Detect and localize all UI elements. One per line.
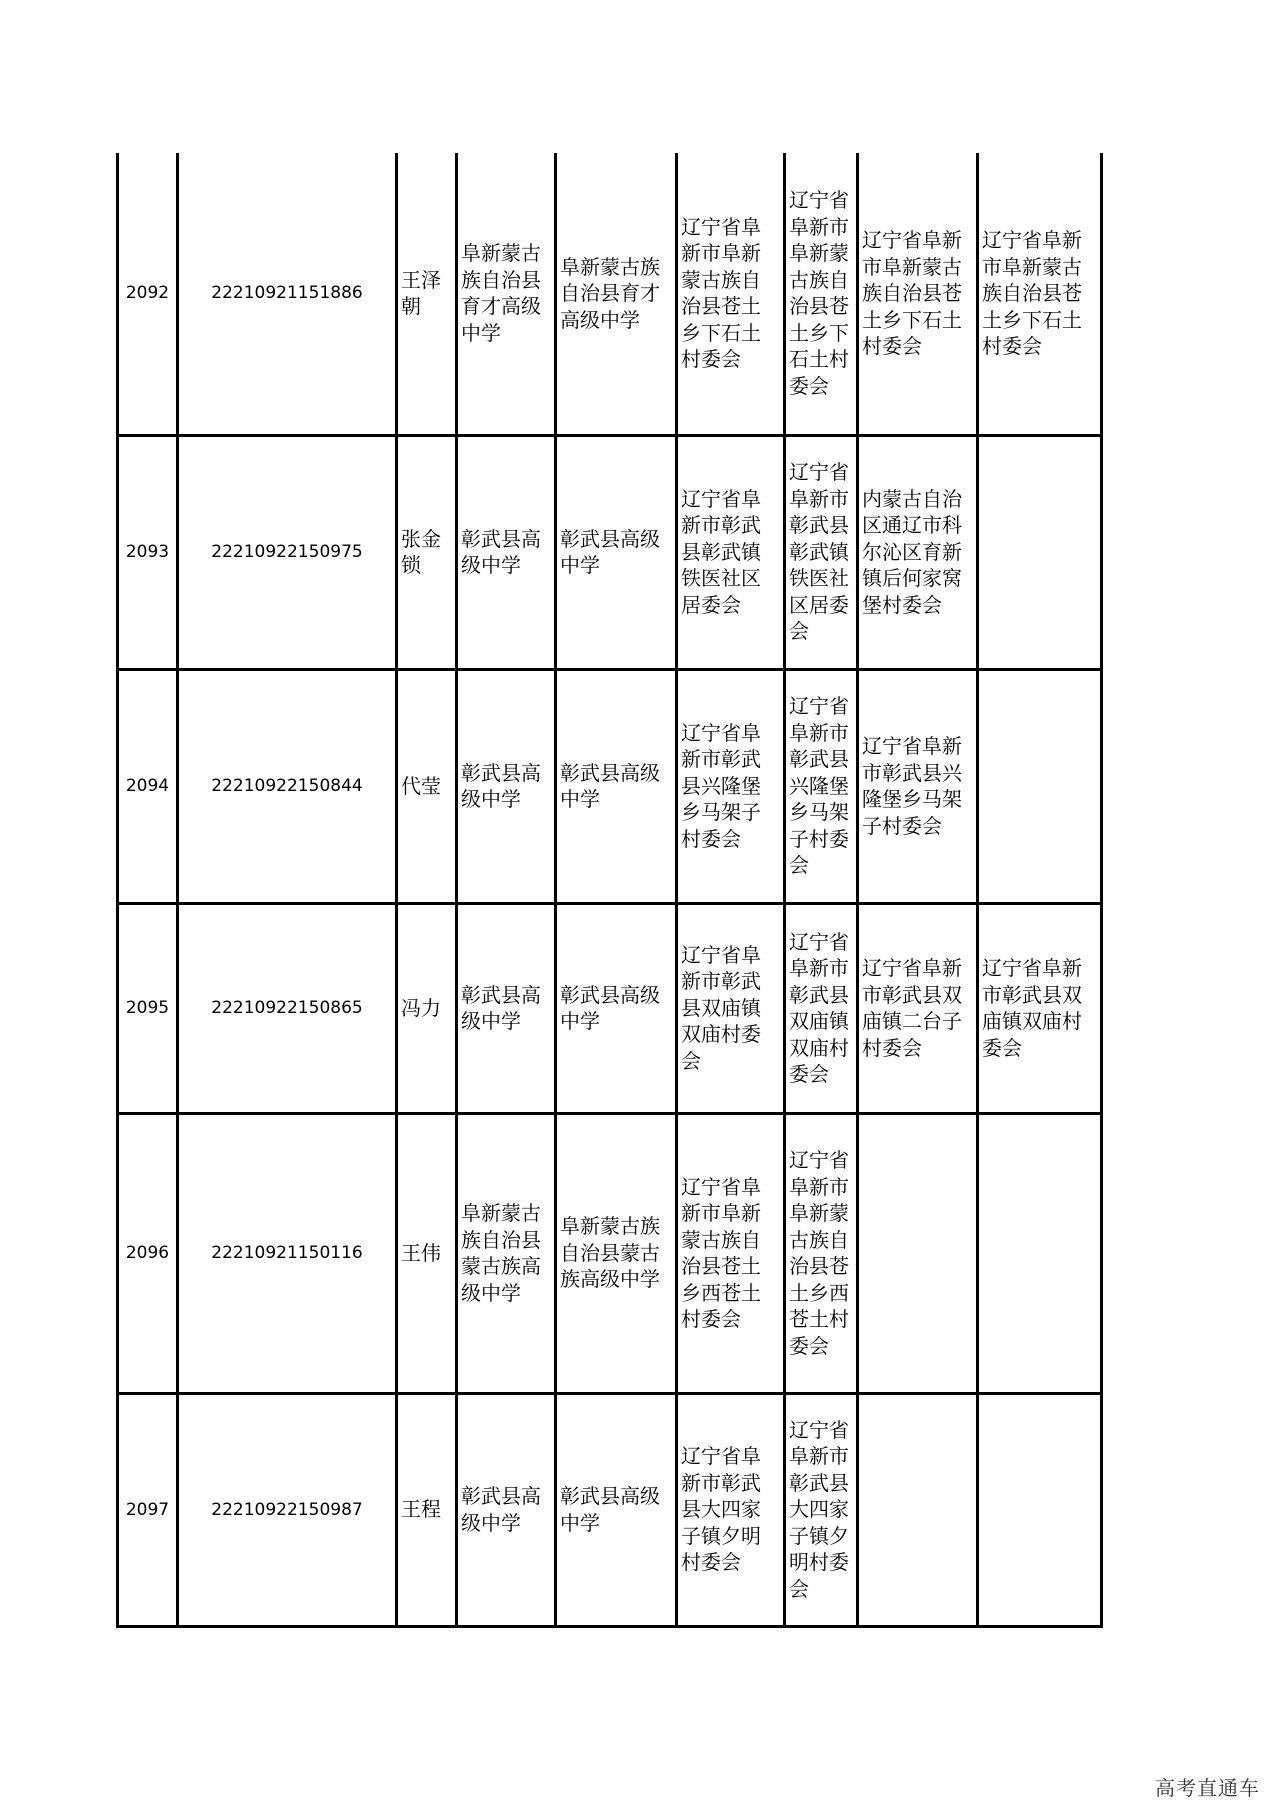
seq-cell: 2097 — [118, 1393, 178, 1626]
school-cell-2: 阜新蒙古族自治县育才高级中学 — [556, 153, 677, 435]
address-cell-4 — [978, 1393, 1102, 1626]
school-cell-2: 彰武县高级中学 — [556, 1393, 677, 1626]
name-cell: 代莹 — [397, 669, 457, 903]
table-row — [118, 435, 1102, 669]
address-cell-1: 辽宁省阜新市阜新蒙古族自治县苍土乡西苍土村委会 — [677, 1113, 785, 1393]
exam-number-cell: 22210922150844 — [178, 669, 397, 903]
address-cell-2: 辽宁省阜新市阜新蒙古族自治县苍土乡下石土村委会 — [785, 153, 858, 435]
table-row — [118, 903, 1102, 1113]
name-cell: 王伟 — [397, 1113, 457, 1393]
name-cell: 王泽朝 — [397, 153, 457, 435]
address-cell-3 — [858, 1113, 978, 1393]
school-cell: 彰武县高级中学 — [457, 435, 556, 669]
address-cell-1: 辽宁省阜新市阜新蒙古族自治县苍土乡下石土村委会 — [677, 153, 785, 435]
table-row — [118, 1113, 1102, 1393]
table-row — [118, 669, 1102, 903]
address-cell-1: 辽宁省阜新市彰武县兴隆堡乡马架子村委会 — [677, 669, 785, 903]
school-cell-2: 彰武县高级中学 — [556, 669, 677, 903]
school-cell: 彰武县高级中学 — [457, 903, 556, 1113]
address-cell-3: 辽宁省阜新市彰武县兴隆堡乡马架子村委会 — [858, 669, 978, 903]
address-cell-1: 辽宁省阜新市彰武县彰武镇铁医社区居委会 — [677, 435, 785, 669]
address-cell-3: 辽宁省阜新市彰武县双庙镇二台子村委会 — [858, 903, 978, 1113]
seq-cell: 2094 — [118, 669, 178, 903]
seq-cell: 2096 — [118, 1113, 178, 1393]
address-cell-1: 辽宁省阜新市彰武县大四家子镇夕明村委会 — [677, 1393, 785, 1626]
watermark: 高考直通车 — [1155, 1776, 1260, 1800]
school-cell-2: 彰武县高级中学 — [556, 903, 677, 1113]
table-row — [118, 1393, 1102, 1626]
table-row — [118, 153, 1102, 435]
exam-number-cell: 22210922150975 — [178, 435, 397, 669]
school-cell: 阜新蒙古族自治县育才高级中学 — [457, 153, 556, 435]
address-cell-3: 内蒙古自治区通辽市科尔沁区育新镇后何家窝堡村委会 — [858, 435, 978, 669]
school-cell-2: 彰武县高级中学 — [556, 435, 677, 669]
school-cell: 阜新蒙古族自治县蒙古族高级中学 — [457, 1113, 556, 1393]
name-cell: 冯力 — [397, 903, 457, 1113]
seq-cell: 2092 — [118, 153, 178, 435]
address-cell-4 — [978, 669, 1102, 903]
exam-number-cell: 22210922150987 — [178, 1393, 397, 1626]
address-cell-4 — [978, 1113, 1102, 1393]
records-table — [116, 153, 1103, 1628]
school-cell: 彰武县高级中学 — [457, 1393, 556, 1626]
address-cell-3: 辽宁省阜新市阜新蒙古族自治县苍土乡下石土村委会 — [858, 153, 978, 435]
address-cell-4 — [978, 435, 1102, 669]
name-cell: 张金锁 — [397, 435, 457, 669]
seq-cell: 2095 — [118, 903, 178, 1113]
school-cell-2: 阜新蒙古族自治县蒙古族高级中学 — [556, 1113, 677, 1393]
address-cell-3 — [858, 1393, 978, 1626]
address-cell-4: 辽宁省阜新市阜新蒙古族自治县苍土乡下石土村委会 — [978, 153, 1102, 435]
address-cell-1: 辽宁省阜新市彰武县双庙镇双庙村委会 — [677, 903, 785, 1113]
exam-number-cell: 22210922150865 — [178, 903, 397, 1113]
school-cell: 彰武县高级中学 — [457, 669, 556, 903]
exam-number-cell: 22210921150116 — [178, 1113, 397, 1393]
name-cell: 王程 — [397, 1393, 457, 1626]
address-cell-2: 辽宁省阜新市彰武县大四家子镇夕明村委会 — [785, 1393, 858, 1626]
exam-number-cell: 22210921151886 — [178, 153, 397, 435]
seq-cell: 2093 — [118, 435, 178, 669]
address-cell-2: 辽宁省阜新市彰武县双庙镇双庙村委会 — [785, 903, 858, 1113]
address-cell-2: 辽宁省阜新市阜新蒙古族自治县苍土乡西苍土村委会 — [785, 1113, 858, 1393]
address-cell-2: 辽宁省阜新市彰武县彰武镇铁医社区居委会 — [785, 435, 858, 669]
address-cell-4: 辽宁省阜新市彰武县双庙镇双庙村委会 — [978, 903, 1102, 1113]
address-cell-2: 辽宁省阜新市彰武县兴隆堡乡马架子村委会 — [785, 669, 858, 903]
